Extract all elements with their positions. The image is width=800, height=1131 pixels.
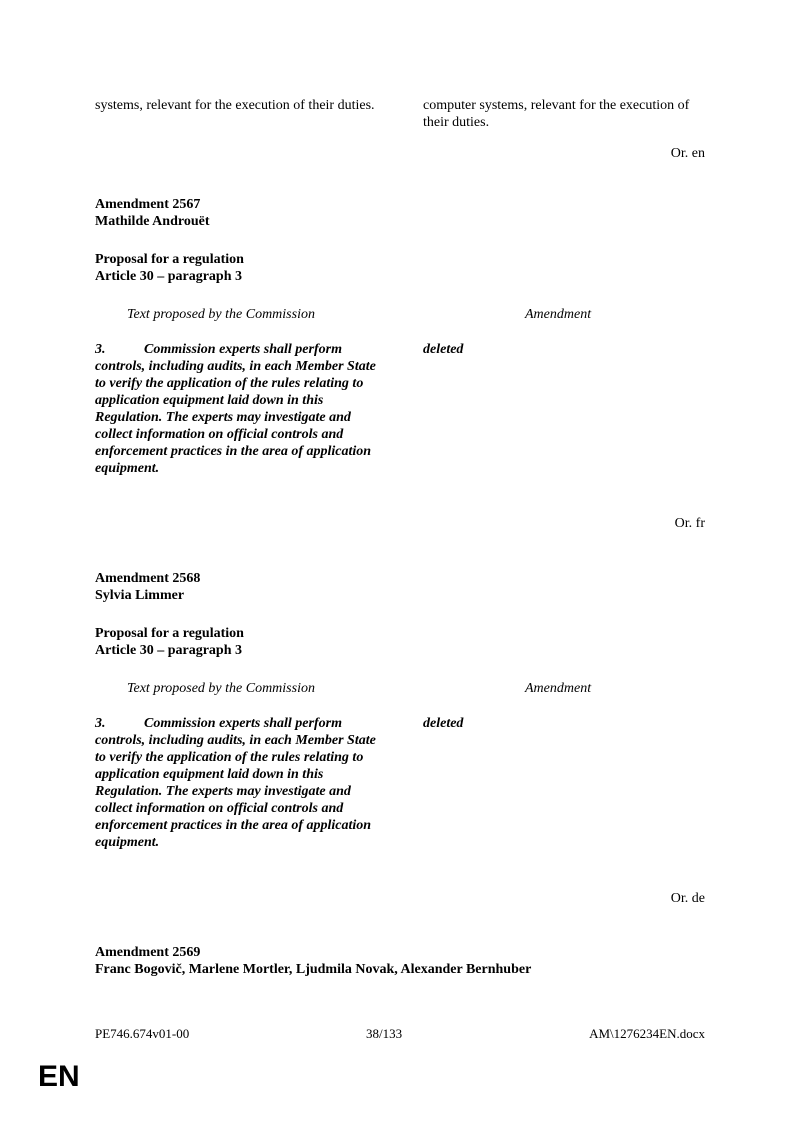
column-header-amendment: Amendment [525, 307, 592, 322]
column-header-amendment: Amendment [525, 681, 592, 696]
amendment-number: Amendment 2569 [95, 945, 201, 960]
footer-doc-reference: PE746.674v01-00 [95, 1026, 190, 1041]
amendment-author: Sylvia Limmer [95, 588, 185, 603]
paragraph-number: 3. [95, 342, 106, 357]
article-reference: Article 30 – paragraph 3 [95, 643, 242, 658]
language-code: EN [38, 1060, 80, 1093]
commission-text [95, 341, 380, 477]
amendment-number: Amendment 2568 [95, 571, 201, 586]
commission-text-body: Commission experts shall perform controls, including audits, in each Member State to verify the application of the rules relating to application equipment laid down in this Regulation. The experts may investigate and collect information on official controls and enforcement practices in the area of application equipment. [95, 342, 376, 476]
amendment-author: Mathilde Androuët [95, 214, 210, 229]
footer-file-name: AM\1276234EN.docx [589, 1026, 705, 1041]
origin-language: Or. en [670, 146, 705, 161]
amendment-text: deleted [423, 716, 464, 731]
column-header-commission: Text proposed by the Commission [127, 307, 315, 322]
commission-text-body: Commission experts shall perform controls, including audits, in each Member State to verify the application of the rules relating to application equipment laid down in this Regulation. The experts may investigate and collect information on official controls and enforcement practices in the area of application equipment. [95, 716, 376, 850]
origin-language: Or. de [670, 891, 705, 906]
amendment-number: Amendment 2567 [95, 197, 201, 212]
article-reference: Article 30 – paragraph 3 [95, 269, 242, 284]
proposal-title: Proposal for a regulation [95, 626, 244, 641]
paragraph-number: 3. [95, 716, 106, 731]
commission-text [95, 715, 380, 851]
footer-page-number: 38/133 [366, 1026, 403, 1041]
origin-language: Or. fr [674, 516, 705, 531]
proposal-title: Proposal for a regulation [95, 252, 244, 267]
continuation-left-text: systems, relevant for the execution of their duties. [95, 98, 375, 113]
amendment-text: deleted [423, 342, 464, 357]
continuation-right-text: computer systems, relevant for the execution of their duties. [423, 98, 690, 130]
column-header-commission: Text proposed by the Commission [127, 681, 315, 696]
amendment-author: Franc Bogovič, Marlene Mortler, Ljudmila Novak, Alexander Bernhuber [95, 962, 532, 977]
